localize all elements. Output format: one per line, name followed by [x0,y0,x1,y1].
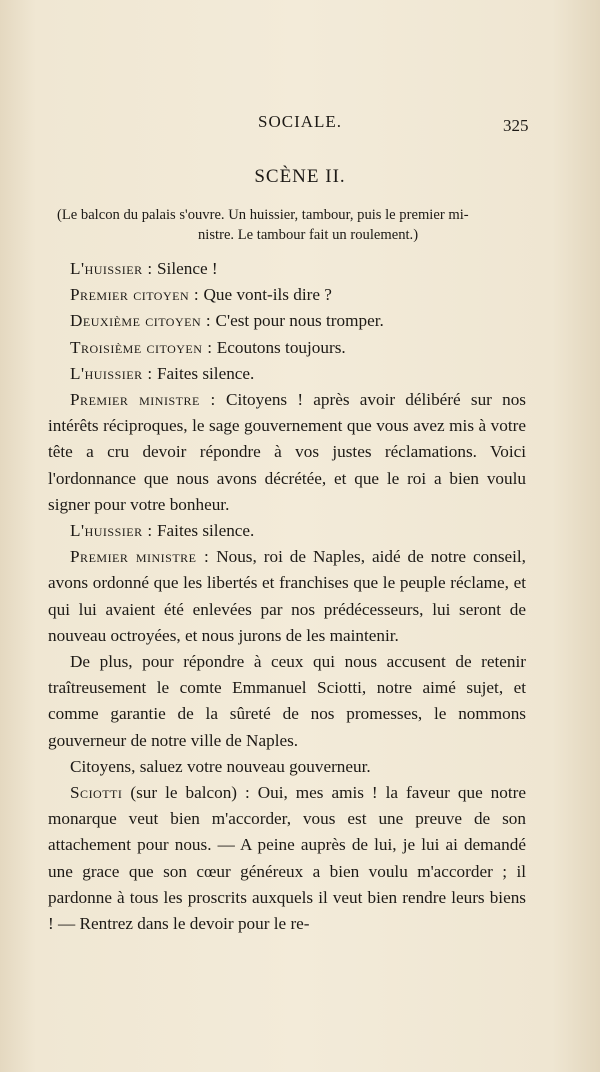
speaker-name: Premier ministre : [70,390,216,410]
dialogue-paragraph [48,780,526,937]
speech-text: Nous, roi de Naples, aidé de notre conseil, avons ordonné que les libertés et franchises que le peuple réclame, et qui lui avaient été enlevées par nos prédécesseurs, lui seront de nouveau octroyées, et nous jurons de les maintenir. [48,547,526,645]
speech-text: Que vont-ils dire ? [199,285,332,305]
dialogue-paragraph [48,282,526,308]
scene-title: SCÈNE II. [254,166,346,187]
stage-direction [57,205,527,245]
speaker-name: Troisième citoyen : [70,337,213,357]
speech-text: Citoyens, saluez votre nouveau gouverneur. [70,756,371,776]
speech-text: Faites silence. [152,521,255,541]
speech-text: Citoyens ! après avoir délibéré sur nos intérêts réciproques, le sage gouvernement que vous avez mis à votre tête a cru devoir répondre à vos justes réclamations. Voici l'ordonnance que nous avons décrétée, et que le roi a bien voulu signer pour votre bonheur. [48,390,526,514]
dialogue-paragraph [48,649,526,754]
stage-direction-line-1: (Le balcon du palais s'ouvre. Un huissier, tambour, puis le premier mi- [57,207,469,223]
speech-text: De plus, pour répondre à ceux qui nous accusent de retenir traîtreusement le comte Emmanuel Sciotti, notre aimé sujet, et comme garantie de la sûreté de nos promesses, le nommons gouverneur de notre ville de Naples. [48,652,526,750]
dialogue-paragraph [48,518,526,544]
speaker-name: L'huissier : [70,521,153,541]
dialogue-paragraph [48,754,526,780]
speech-text: Silence ! [152,259,218,278]
speech-text: (sur le balcon) : Oui, mes amis ! la faveur que notre monarque veut bien m'accorder, vous est une preuve de son attachement pour nous. — A peine auprès de lui, je lui ai demandé une grace que son cœur généreux a bien voulu m'accorder ; il pardonne à tous les proscrits auxquels il veut bien rendre leurs biens ! — Rentrez dans le devoir pour le re- [48,783,526,934]
dialogue-paragraph [48,544,526,649]
speech-text: Faites silence. [152,363,255,383]
dialogue-paragraph [48,361,526,387]
stage-direction-line-2: nistre. Le tambour fait un roulement.) [198,227,419,243]
dialogue-paragraph [48,335,526,361]
dialogue-paragraph [48,308,526,334]
speech-text: C'est pour nous tromper. [211,311,384,331]
speaker-name: Premier ministre : [70,547,210,567]
speech-text: Ecoutons toujours. [212,337,346,357]
page-number: 325 [503,116,529,135]
speaker-name: L'huissier : [70,363,153,383]
speaker-name: Premier citoyen : [70,285,200,305]
dialogue-paragraph [48,387,526,518]
speaker-name: Sciotti [70,783,123,803]
running-title: SOCIALE. [258,112,343,131]
page-header [0,112,600,136]
dialogue-paragraph [48,256,526,282]
dialogue-body [48,256,526,937]
speaker-name: Deuxième citoyen : [70,311,212,331]
speaker-name: L'huissier : [70,259,153,278]
